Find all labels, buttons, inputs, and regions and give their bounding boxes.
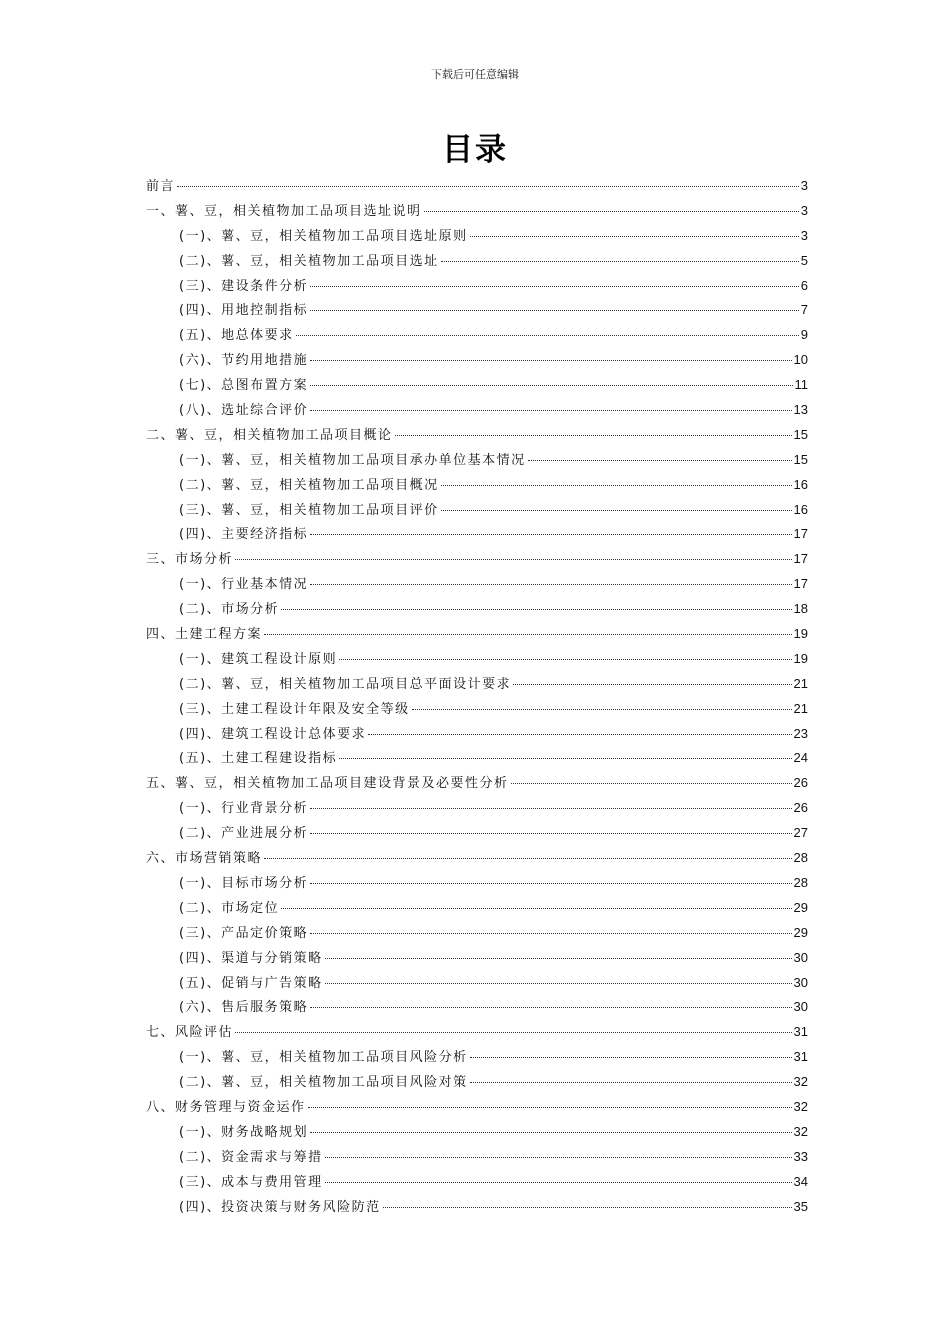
toc-dot-leader <box>470 236 799 237</box>
toc-entry-page-number: 3 <box>800 178 808 193</box>
toc-entry-label: (一)、薯、豆，相关植物加工品项目选址原则 <box>179 228 468 244</box>
toc-entry-label: (一)、行业背景分析 <box>179 801 309 817</box>
toc-entry-label: 五、薯、豆，相关植物加工品项目建设背景及必要性分析 <box>146 776 509 792</box>
toc-entry-label: (六)、节约用地措施 <box>179 353 309 369</box>
toc-entry-page-number: 13 <box>793 402 808 418</box>
toc-entry-label: (一)、财务战略规划 <box>179 1124 309 1140</box>
toc-entry-page-number: 16 <box>793 501 808 517</box>
toc-entry-page-number: 33 <box>793 1148 808 1164</box>
toc-entry[interactable] <box>146 896 808 921</box>
toc-entry[interactable] <box>146 274 808 299</box>
toc-entry-label: (一)、薯、豆，相关植物加工品项目承办单位基本情况 <box>179 452 526 468</box>
toc-entry[interactable] <box>146 398 808 423</box>
toc-entry-page-number: 19 <box>793 650 808 666</box>
toc-entry-page-number: 34 <box>793 1173 808 1189</box>
toc-dot-leader <box>235 559 792 560</box>
toc-dot-leader <box>513 684 791 685</box>
toc-entry[interactable] <box>146 672 808 697</box>
toc-entry-label: 一、薯、豆，相关植物加工品项目选址说明 <box>146 203 422 219</box>
toc-title: 目录 <box>442 132 508 168</box>
toc-entry-label: (三)、成本与费用管理 <box>179 1174 323 1190</box>
toc-entry-page-number: 6 <box>800 277 808 293</box>
toc-entry-page-number: 30 <box>793 949 808 965</box>
toc-entry-page-number: 15 <box>793 451 808 467</box>
toc-dot-leader <box>310 833 791 834</box>
toc-dot-leader <box>264 634 792 635</box>
toc-dot-leader <box>296 335 799 336</box>
toc-dot-leader <box>441 485 792 486</box>
toc-dot-leader <box>310 310 799 311</box>
toc-entry-label: 四、土建工程方案 <box>146 627 263 643</box>
toc-entry-label: (一)、目标市场分析 <box>179 875 309 891</box>
toc-dot-leader <box>281 609 791 610</box>
toc-entry-page-number: 7 <box>800 302 808 318</box>
toc-dot-leader <box>310 385 792 386</box>
toc-entry-page-number: 32 <box>793 1123 808 1139</box>
toc-entry-label: (八)、选址综合评价 <box>179 403 309 419</box>
toc-entry-page-number: 24 <box>793 750 808 766</box>
toc-dot-leader <box>528 460 792 461</box>
toc-dot-leader <box>310 410 791 411</box>
toc-dot-leader <box>235 1032 792 1033</box>
toc-entry-page-number: 3 <box>800 227 808 243</box>
toc-entry-page-number: 28 <box>793 850 808 866</box>
toc-entry[interactable] <box>146 647 808 672</box>
table-of-contents <box>146 174 808 1219</box>
toc-dot-leader <box>281 908 791 909</box>
toc-entry[interactable] <box>146 348 808 373</box>
toc-entry[interactable] <box>146 995 808 1020</box>
toc-dot-leader <box>511 783 792 784</box>
toc-dot-leader <box>441 510 792 511</box>
toc-entry[interactable] <box>146 722 808 747</box>
toc-entry[interactable] <box>146 473 808 498</box>
toc-entry-label: (五)、土建工程建设指标 <box>179 751 338 767</box>
toc-entry-page-number: 17 <box>793 551 808 567</box>
toc-entry-label: (三)、产品定价策略 <box>179 925 309 941</box>
toc-entry-label: (四)、渠道与分销策略 <box>179 950 323 966</box>
toc-dot-leader <box>412 709 792 710</box>
toc-entry[interactable] <box>146 871 808 896</box>
toc-dot-leader <box>441 261 799 262</box>
toc-entry[interactable] <box>146 746 808 771</box>
toc-entry-label: (五)、促销与广告策略 <box>179 975 323 991</box>
toc-entry[interactable] <box>146 547 808 572</box>
toc-entry[interactable] <box>146 522 808 547</box>
toc-dot-leader <box>310 1132 791 1133</box>
toc-entry-label: (四)、建筑工程设计总体要求 <box>179 726 367 742</box>
toc-dot-leader <box>325 983 792 984</box>
toc-entry[interactable] <box>146 697 808 722</box>
toc-dot-leader <box>310 584 791 585</box>
toc-dot-leader <box>339 758 791 759</box>
toc-entry-label: (四)、主要经济指标 <box>179 527 309 543</box>
toc-entry-page-number: 10 <box>793 352 808 368</box>
toc-dot-leader <box>424 211 799 212</box>
toc-dot-leader <box>264 858 792 859</box>
toc-entry[interactable] <box>146 971 808 996</box>
toc-dot-leader <box>339 659 791 660</box>
toc-entry[interactable] <box>146 423 808 448</box>
toc-entry-page-number: 35 <box>793 1198 808 1214</box>
toc-entry[interactable] <box>146 1020 808 1045</box>
toc-entry[interactable] <box>146 1095 808 1120</box>
toc-entry-page-number: 28 <box>793 874 808 890</box>
toc-entry-page-number: 11 <box>794 377 808 393</box>
toc-entry-label: (四)、用地控制指标 <box>179 303 309 319</box>
toc-entry-page-number: 30 <box>793 999 808 1015</box>
toc-entry-label: 三、市场分析 <box>146 552 234 568</box>
toc-dot-leader <box>325 1157 792 1158</box>
toc-entry-page-number: 21 <box>793 675 808 691</box>
toc-entry-page-number: 26 <box>793 800 808 816</box>
toc-entry-label: 六、市场营销策略 <box>146 851 263 867</box>
toc-dot-leader <box>310 360 791 361</box>
toc-entry[interactable] <box>146 846 808 871</box>
toc-entry-page-number: 31 <box>793 1024 808 1040</box>
toc-entry-page-number: 17 <box>793 526 808 542</box>
toc-entry-label: (二)、薯、豆，相关植物加工品项目风险对策 <box>179 1075 468 1091</box>
toc-entry[interactable] <box>146 174 808 199</box>
toc-entry-page-number: 18 <box>793 601 808 617</box>
toc-dot-leader <box>470 1057 792 1058</box>
toc-entry-page-number: 27 <box>793 825 808 841</box>
toc-entry-label: 二、薯、豆，相关植物加工品项目概论 <box>146 427 393 443</box>
toc-dot-leader <box>383 1207 792 1208</box>
toc-dot-leader <box>310 534 791 535</box>
toc-entry-page-number: 17 <box>793 576 808 592</box>
toc-entry-label: (一)、行业基本情况 <box>179 577 309 593</box>
toc-dot-leader <box>310 1007 791 1008</box>
toc-entry[interactable] <box>146 946 808 971</box>
toc-entry-label: (五)、地总体要求 <box>179 328 294 344</box>
toc-entry[interactable] <box>146 1120 808 1145</box>
toc-entry[interactable] <box>146 199 808 224</box>
toc-dot-leader <box>325 958 792 959</box>
page-header: 下载后可任意编辑 <box>431 68 519 81</box>
toc-entry-label: (六)、售后服务策略 <box>179 1000 309 1016</box>
toc-entry-label: 八、财务管理与资金运作 <box>146 1099 306 1115</box>
toc-dot-leader <box>395 435 792 436</box>
toc-entry-page-number: 5 <box>800 252 808 268</box>
toc-entry-page-number: 31 <box>793 1049 808 1065</box>
toc-entry-page-number: 30 <box>793 974 808 990</box>
toc-entry-page-number: 19 <box>793 626 808 642</box>
toc-entry[interactable] <box>146 1070 808 1095</box>
toc-dot-leader <box>470 1082 792 1083</box>
toc-entry[interactable] <box>146 1045 808 1070</box>
toc-entry[interactable] <box>146 224 808 249</box>
toc-entry-page-number: 29 <box>793 899 808 915</box>
toc-dot-leader <box>310 883 791 884</box>
toc-entry[interactable] <box>146 622 808 647</box>
toc-entry[interactable] <box>146 597 808 622</box>
toc-entry-label: (四)、投资决策与财务风险防范 <box>179 1199 381 1215</box>
toc-entry-page-number: 26 <box>793 775 808 791</box>
toc-dot-leader <box>310 933 791 934</box>
toc-dot-leader <box>177 186 799 187</box>
toc-entry-page-number: 32 <box>793 1074 808 1090</box>
toc-entry[interactable] <box>146 323 808 348</box>
toc-entry-label: (三)、薯、豆，相关植物加工品项目评价 <box>179 502 439 518</box>
toc-entry-page-number: 21 <box>793 700 808 716</box>
toc-entry-label: (七)、总图布置方案 <box>179 378 309 394</box>
toc-dot-leader <box>310 286 799 287</box>
toc-entry-page-number: 29 <box>793 924 808 940</box>
toc-entry-label: 七、风险评估 <box>146 1025 234 1041</box>
toc-entry[interactable] <box>146 298 808 323</box>
toc-entry-page-number: 23 <box>793 725 808 741</box>
toc-entry-label: (三)、土建工程设计年限及安全等级 <box>179 701 410 717</box>
toc-entry-label: (二)、薯、豆，相关植物加工品项目选址 <box>179 253 439 269</box>
toc-entry[interactable] <box>146 373 808 398</box>
toc-entry-page-number: 3 <box>800 202 808 218</box>
toc-dot-leader <box>308 1107 792 1108</box>
toc-entry-label: (二)、市场定位 <box>179 900 280 916</box>
toc-entry-label: (一)、薯、豆，相关植物加工品项目风险分析 <box>179 1050 468 1066</box>
toc-entry[interactable] <box>146 821 808 846</box>
toc-entry-label: (二)、薯、豆，相关植物加工品项目总平面设计要求 <box>179 676 512 692</box>
toc-entry-page-number: 16 <box>793 476 808 492</box>
toc-entry-label: 前言 <box>146 179 176 194</box>
toc-entry[interactable] <box>146 1170 808 1195</box>
toc-entry-label: (二)、薯、豆，相关植物加工品项目概况 <box>179 477 439 493</box>
toc-entry-label: (二)、产业进展分析 <box>179 826 309 842</box>
toc-entry[interactable] <box>146 921 808 946</box>
toc-entry-page-number: 15 <box>793 426 808 442</box>
toc-dot-leader <box>310 808 791 809</box>
toc-entry-label: (二)、市场分析 <box>179 602 280 618</box>
toc-entry[interactable] <box>146 1195 808 1220</box>
toc-entry[interactable] <box>146 572 808 597</box>
toc-entry-label: (一)、建筑工程设计原则 <box>179 651 338 667</box>
toc-entry-page-number: 32 <box>793 1098 808 1114</box>
toc-entry[interactable] <box>146 448 808 473</box>
toc-entry[interactable] <box>146 249 808 274</box>
toc-dot-leader <box>368 734 791 735</box>
toc-entry-label: (三)、建设条件分析 <box>179 278 309 294</box>
toc-entry[interactable] <box>146 796 808 821</box>
toc-entry[interactable] <box>146 498 808 523</box>
toc-dot-leader <box>325 1182 792 1183</box>
toc-entry-label: (二)、资金需求与筹措 <box>179 1149 323 1165</box>
toc-entry[interactable] <box>146 1145 808 1170</box>
toc-entry-page-number: 9 <box>800 327 808 343</box>
toc-entry[interactable] <box>146 771 808 796</box>
